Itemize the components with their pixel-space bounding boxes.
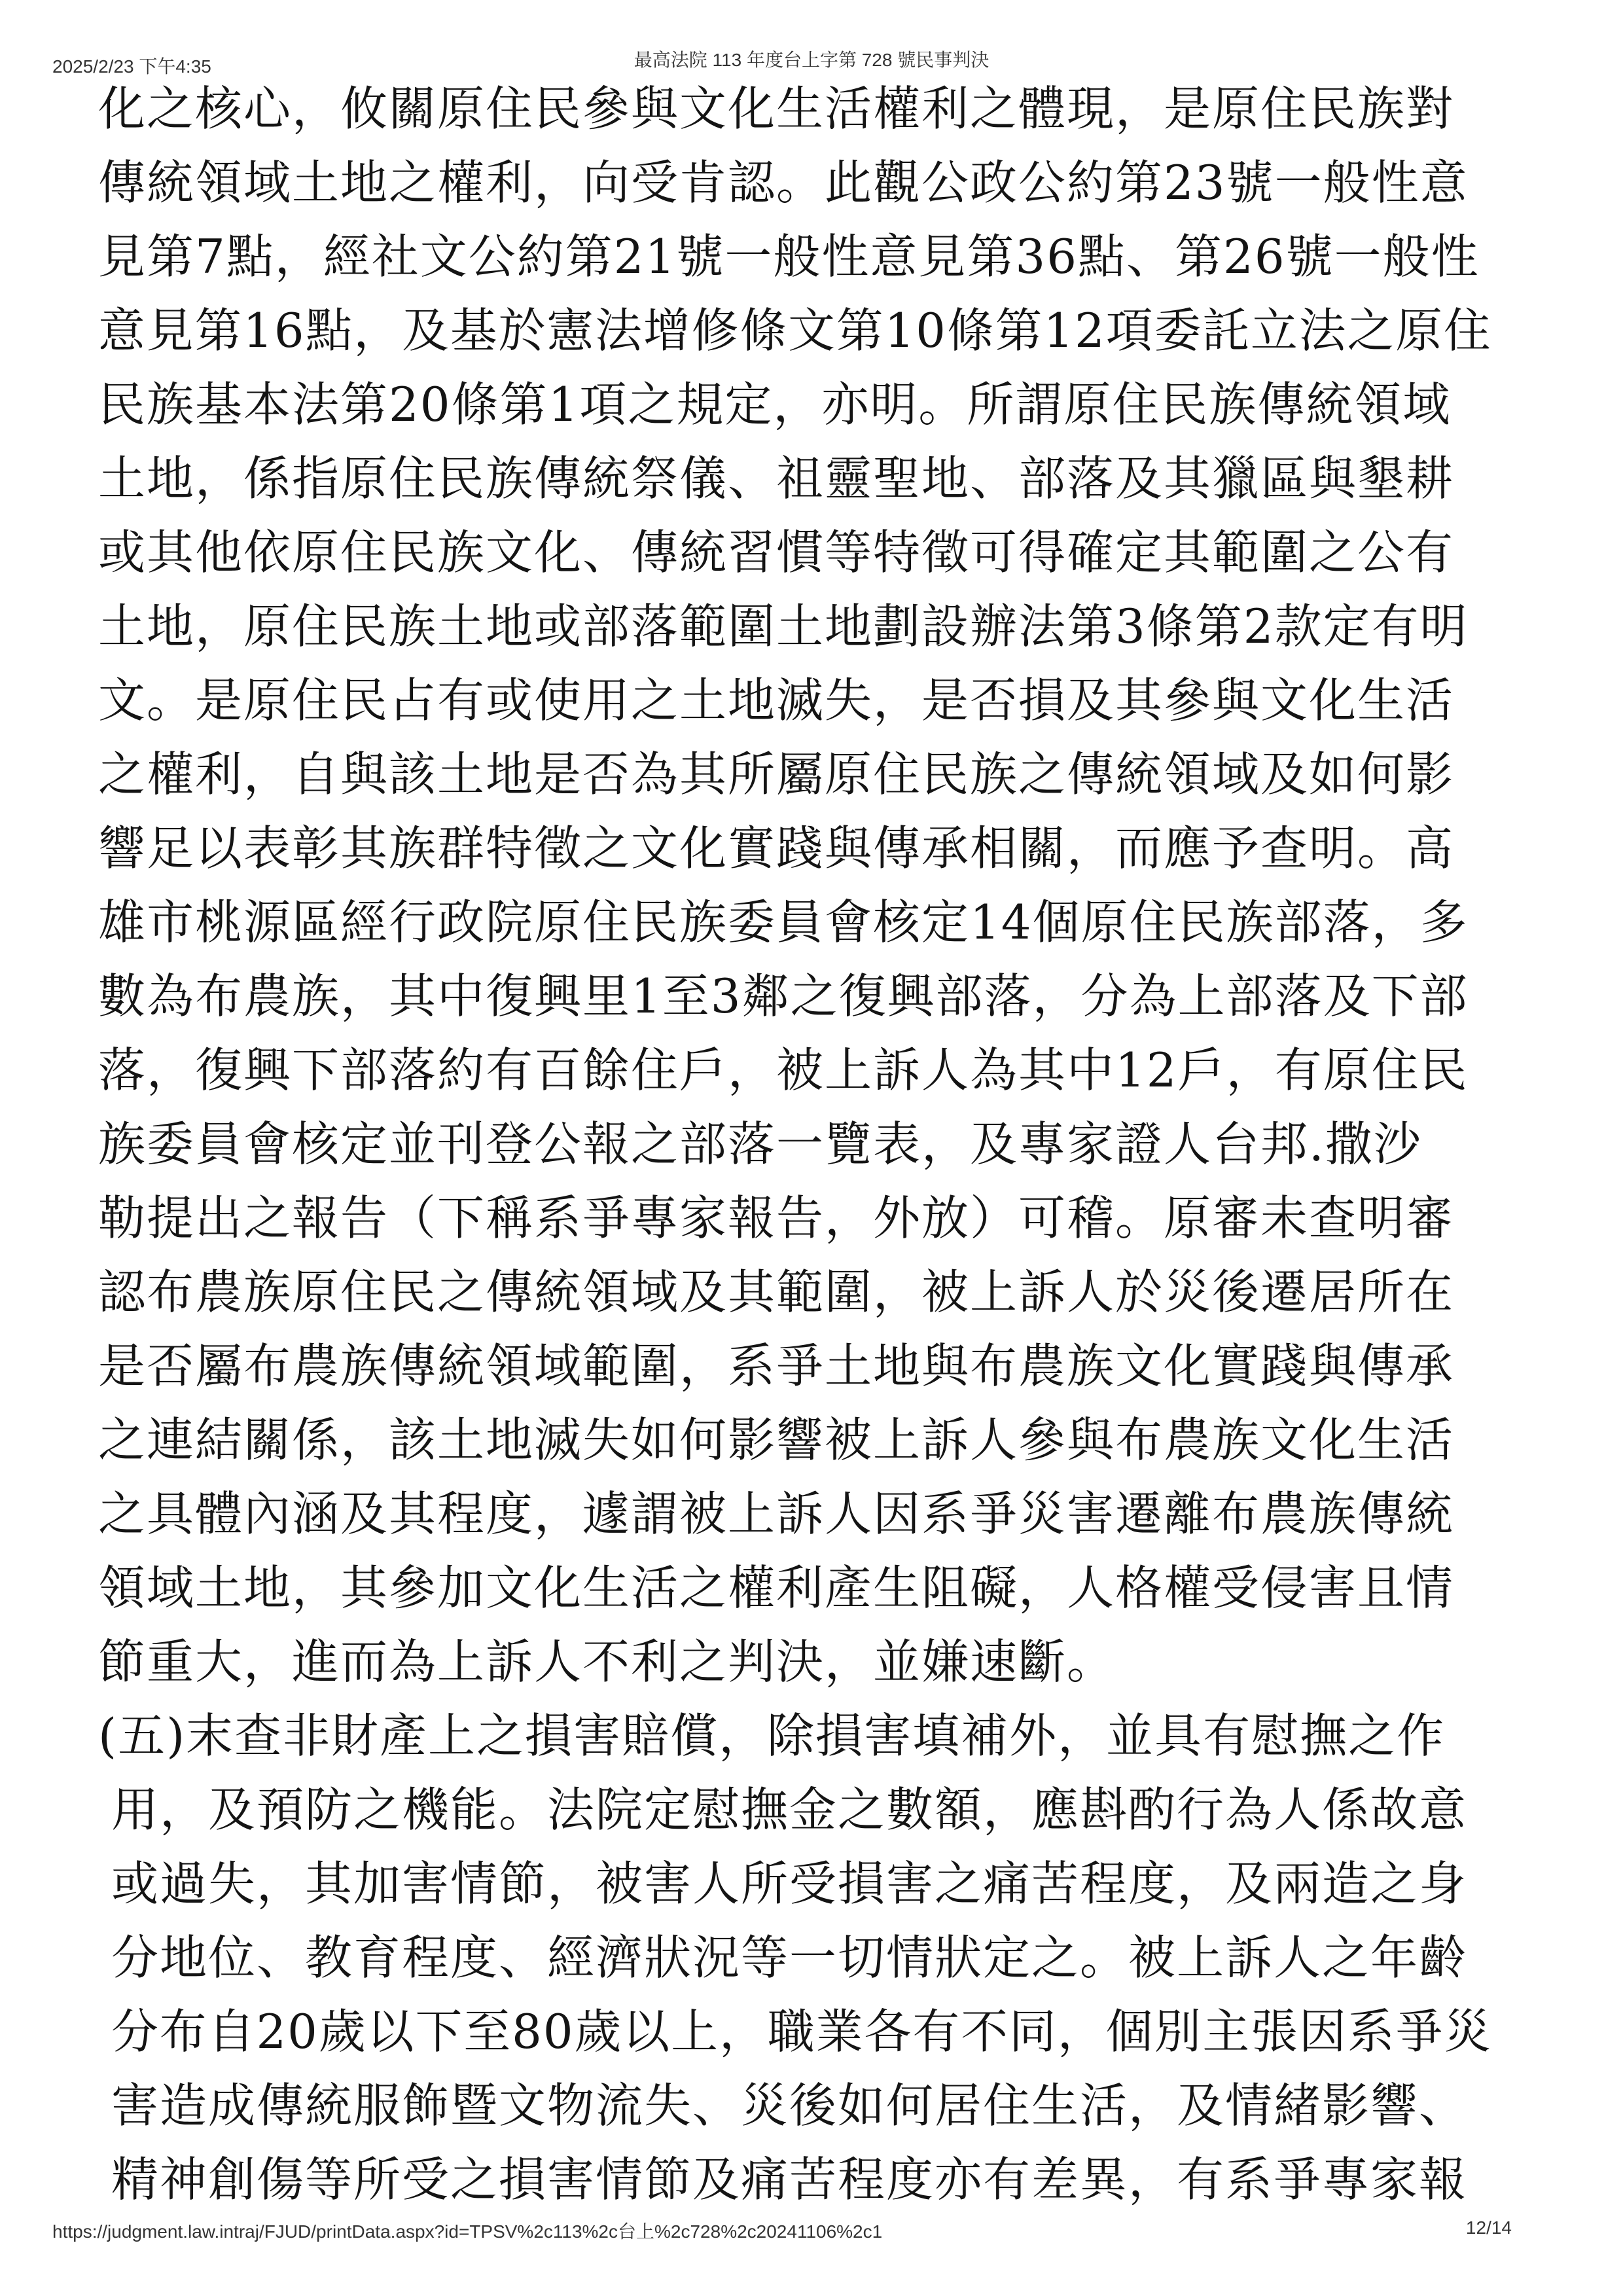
text-line: 或其他依原住民族文化、傳統習慣等特徵可得確定其範圍之公有 [98,525,1455,580]
text-line: 是否屬布農族傳統領域範圍，系爭土地與布農族文化實踐與傳承 [98,1338,1455,1393]
text-line: 文。是原住民占有或使用之土地滅失，是否損及其參與文化生活 [98,673,1455,728]
text-line: 族委員會核定並刊登公報之部落一覽表，及專家證人台邦.撒沙 [98,1117,1422,1172]
text-line: 民族基本法第20條第1項之規定，亦明。所謂原住民族傳統領域 [98,377,1452,432]
text-line: 土地，係指原住民族傳統祭儀、祖靈聖地、部落及其獵區與墾耕 [98,451,1455,506]
text-line: 節重大，進而為上訴人不利之判決，並嫌速斷。 [98,1634,1116,1689]
text-line: 領域土地，其參加文化生活之權利產生阻礙，人格權受侵害且情 [98,1560,1455,1615]
text-line: 認布農族原住民之傳統領域及其範圍，被上訴人於災後遷居所在 [98,1265,1455,1319]
text-line: 或過失，其加害情節，被害人所受損害之痛苦程度，及兩造之身 [111,1856,1468,1911]
text-line: 害造成傳統服飾暨文物流失、災後如何居住生活，及情緒影響、 [111,2078,1468,2133]
text-line: 化之核心，攸關原住民參與文化生活權利之體現，是原住民族對 [98,81,1455,136]
text-line: 之連結關係，該土地滅失如何影響被上訴人參與布農族文化生活 [98,1412,1455,1467]
text-line: 分布自20歲以下至80歲以上，職業各有不同，個別主張因系爭災 [111,2004,1493,2059]
text-line: 精神創傷等所受之損害情節及痛苦程度亦有差異，有系爭專家報 [111,2152,1468,2207]
text-line: 數為布農族，其中復興里1至3鄰之復興部落，分為上部落及下部 [98,969,1469,1024]
text-line: 傳統領域土地之權利，向受肯認。此觀公政公約第23號一般性意 [98,155,1469,210]
text-line: 雄市桃源區經行政院原住民族委員會核定14個原住民族部落，多 [98,895,1469,950]
source-url-link[interactable]: https://judgment.law.intraj/FJUD/printData.aspx?id=TPSV%2c113%2c台上%2c728%2c20241106%2c1 [52,2221,883,2242]
text-line: 分地位、教育程度、經濟狀況等一切情狀定之。被上訴人之年齡 [111,1930,1468,1985]
text-line: 之權利，自與該土地是否為其所屬原住民族之傳統領域及如何影 [98,747,1455,802]
print-datetime: 2025/2/23 下午4:35 [52,56,211,77]
text-line: 土地，原住民族土地或部落範圍土地劃設辦法第3條第2款定有明 [98,599,1469,654]
text-line: 見第7點，經社文公約第21號一般性意見第36點、第26號一般性 [98,229,1480,284]
text-line: 之具體內涵及其程度，遽謂被上訴人因系爭災害遷離布農族傳統 [98,1486,1455,1541]
text-line: 落，復興下部落約有百餘住戶，被上訴人為其中12戶，有原住民 [98,1043,1469,1098]
page-number: 12/14 [1465,2217,1512,2238]
text-line: 響足以表彰其族群特徵之文化實踐與傳承相關，而應予查明。高 [98,821,1455,876]
document-title: 最高法院 113 年度台上字第 728 號民事判決 [633,50,990,70]
text-line: 意見第16點，及基於憲法增修條文第10條第12項委託立法之原住 [98,303,1492,358]
text-line: 用，及預防之機能。法院定慰撫金之數額，應斟酌行為人係故意 [111,1782,1468,1837]
print-footer [0,2217,1623,2250]
judgment-text [98,72,1492,2217]
text-line: 勒提出之報告（下稱系爭專家報告，外放）可稽。原審未查明審 [98,1191,1455,1246]
text-line: (五)末查非財產上之損害賠償，除損害填補外，並具有慰撫之作 [98,1708,1446,1763]
